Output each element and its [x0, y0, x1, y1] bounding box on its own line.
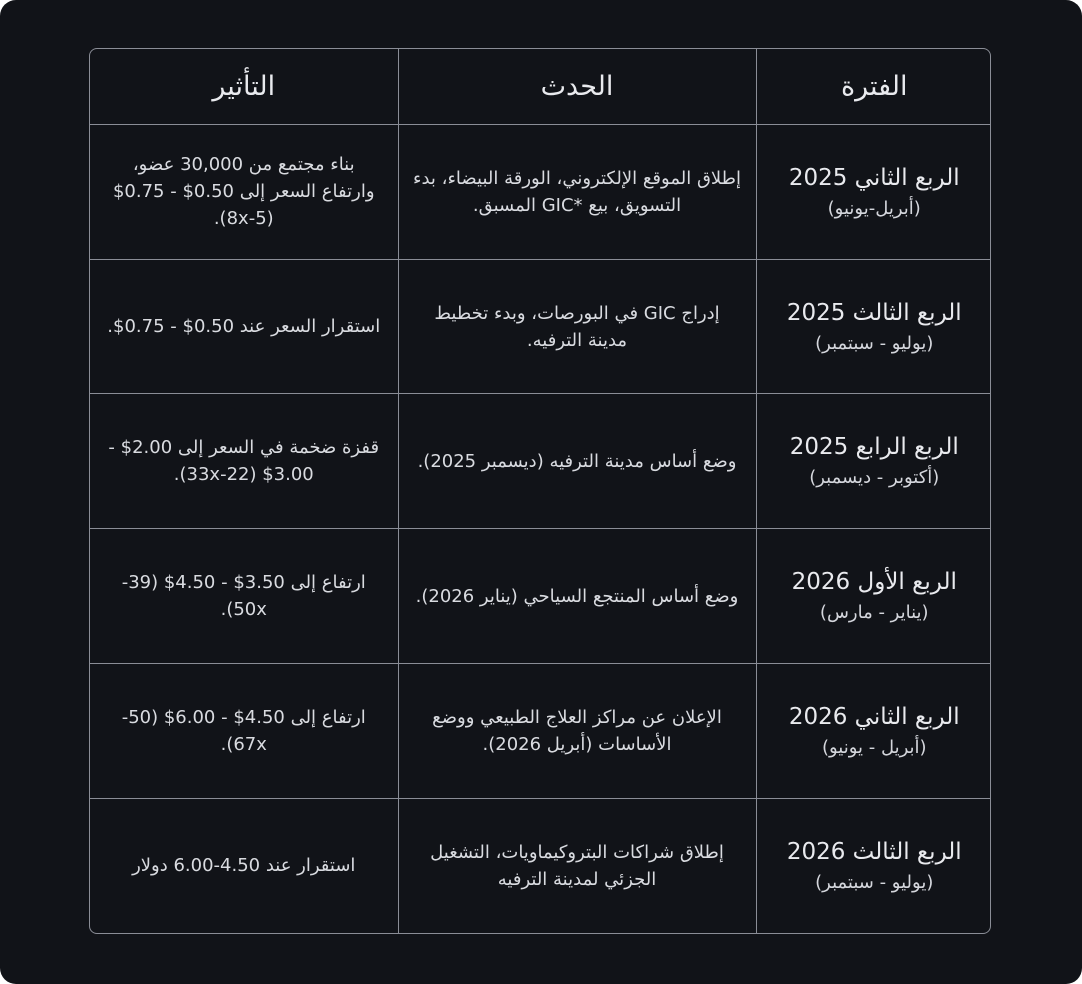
period-range: (أبريل-يونيو): [827, 197, 921, 219]
impact-text: استقرار السعر عند 0.50$ - 0.75$.: [107, 316, 381, 338]
period-range: (أبريل - يونيو): [821, 736, 927, 758]
impact-cell: [90, 259, 398, 394]
period-label: الربع الثالث 2025: [786, 299, 962, 326]
period-range: (أكتوبر - ديسمبر): [809, 467, 940, 489]
event-text: إدراج GIC في البورصات، وبدء تخطيط مدينة الترفيه.: [434, 302, 720, 351]
header-period: الفترة: [756, 49, 991, 124]
event-cell: [398, 798, 756, 933]
impact-cell: [90, 124, 398, 259]
roadmap-table: [89, 48, 991, 934]
roadmap-table-grid: [90, 49, 991, 933]
table-header-row: [90, 49, 991, 124]
period-cell: [756, 259, 991, 394]
period-range: (يناير - مارس): [819, 602, 929, 624]
period-cell: [756, 124, 991, 259]
period-cell: [756, 394, 991, 529]
event-text: وضع أساس مدينة الترفيه (ديسمبر 2025).: [417, 450, 737, 472]
impact-text: قفزة ضخمة في السعر إلى 2.00$ - 3.00$ (22-33x).: [108, 437, 380, 486]
period-range: (يوليو - سبتمبر): [815, 871, 934, 893]
event-text: وضع أساس المنتجع السياحي (يناير 2026).: [415, 585, 739, 607]
period-range: (يوليو - سبتمبر): [815, 332, 934, 354]
period-label: الربع الأول 2026: [791, 569, 957, 596]
period-label: الربع الثالث 2026: [786, 838, 962, 865]
table-row: [90, 529, 991, 664]
impact-cell: [90, 798, 398, 933]
period-label: الربع الثاني 2026: [788, 703, 960, 730]
period-label: الربع الرابع 2025: [789, 434, 959, 461]
period-cell: [756, 529, 991, 664]
table-row: [90, 394, 991, 529]
event-text: إطلاق شراكات البتروكيماويات، التشغيل الجزئي لمدينة الترفيه: [430, 841, 724, 890]
impact-cell: [90, 663, 398, 798]
impact-cell: [90, 394, 398, 529]
event-cell: [398, 259, 756, 394]
table-row: [90, 259, 991, 394]
impact-text: ارتفاع إلى 3.50$ - 4.50$ (39-50x).: [121, 572, 366, 621]
event-text: الإعلان عن مراكز العلاج الطبيعي ووضع الأساسات (أبريل 2026).: [432, 706, 722, 755]
impact-cell: [90, 529, 398, 664]
period-label: الربع الثاني 2025: [788, 164, 960, 191]
impact-text: ارتفاع إلى 4.50$ - 6.00$ (50-67x).: [121, 706, 366, 755]
table-row: [90, 663, 991, 798]
event-cell: [398, 394, 756, 529]
impact-text: بناء مجتمع من 30,000 عضو، وارتفاع السعر إلى 0.50$ - 0.75$ (5-8x).: [112, 154, 375, 230]
header-event: الحدث: [398, 49, 756, 124]
header-impact: التأثير: [90, 49, 398, 124]
event-cell: [398, 663, 756, 798]
period-cell: [756, 663, 991, 798]
event-text: إطلاق الموقع الإلكتروني، الورقة البيضاء، بدء التسويق، بيع *GIC المسبق.: [413, 167, 741, 216]
period-cell: [756, 798, 991, 933]
table-row: [90, 798, 991, 933]
event-cell: [398, 529, 756, 664]
impact-text: استقرار عند 4.50-6.00 دولار: [132, 855, 356, 877]
table-row: [90, 124, 991, 259]
event-cell: [398, 124, 756, 259]
